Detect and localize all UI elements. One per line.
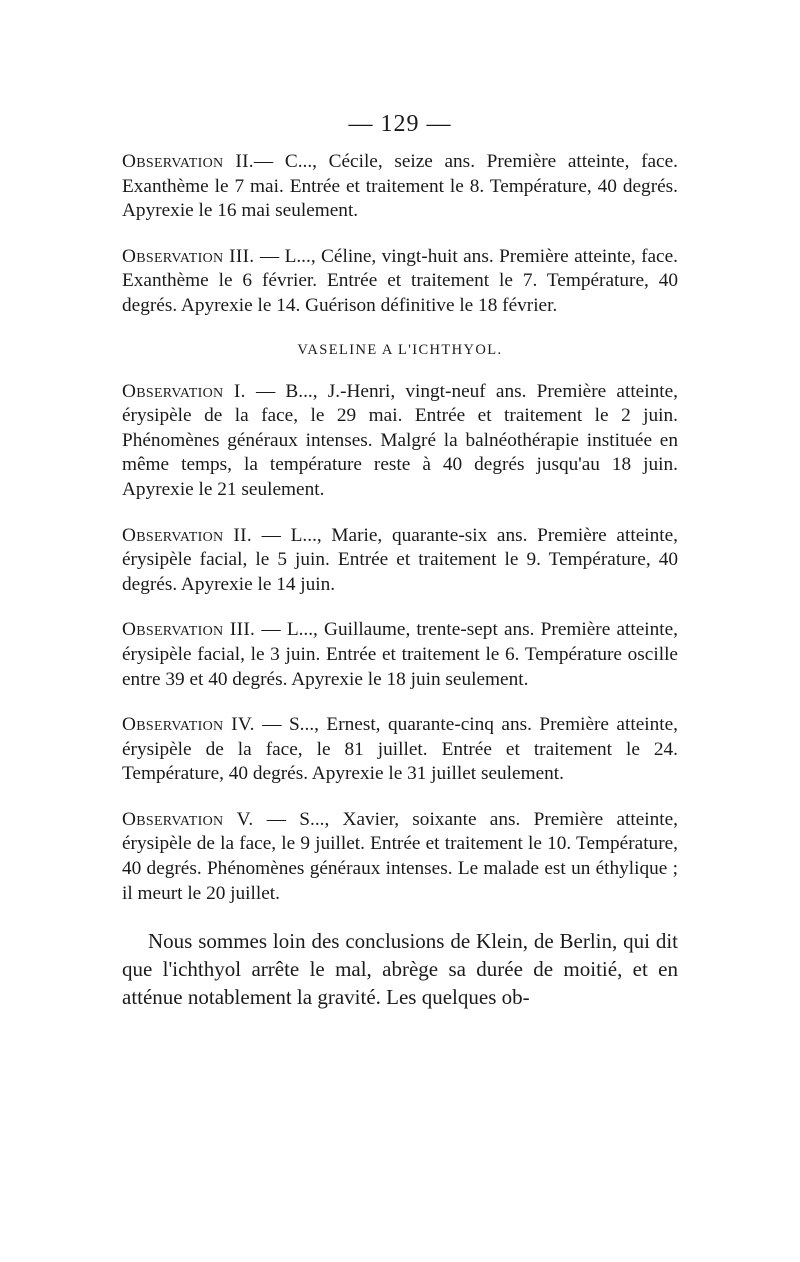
observation-paragraph (122, 808, 678, 906)
observation-label: Observation II. (122, 524, 252, 546)
observation-text: — S..., Xavier, soixante ans. Première atteinte, érysipèle de la face, le 9 juillet. Entrée et traitement le 10. Température, 40 degrés. Phénomènes généraux intenses. Le malade est un éthylique ; il meurt le 20 juillet. (122, 808, 679, 904)
page-number: — 129 — (348, 111, 452, 137)
observation-paragraph (122, 618, 678, 692)
observation-label: Observation III. (122, 619, 256, 641)
observation-label: Observation III. (122, 245, 255, 267)
observation-label: Observation II. (122, 151, 254, 172)
observation-text: — L..., Marie, quarante-six ans. Première atteinte, érysipèle facial, le 5 juin. Entrée et traitement le 9. Température, 40 degrés. Apyrexie le 14 juin. (122, 524, 678, 595)
observation-text: — B..., J.-Henri, vingt-neuf ans. Première atteinte, érysipèle de la face, le 29 mai. Entrée et traitement le 2 juin. Phénomènes généraux intenses. Malgré la balnéothérapie instituée en même temps, la température reste à 40 degrés jusqu'au 18 juin. Apyrexie le 21 seulement. (122, 380, 678, 500)
observation-paragraph (122, 524, 678, 598)
conclusion-paragraph: Nous sommes loin des conclusions de Klein, de Berlin, qui dit que l'ichthyol arrête le mal, abrège sa durée de moitié, et en atténue notablement la gravité. Les quelques ob- (122, 929, 678, 1010)
observation-paragraph (122, 245, 678, 319)
observation-text: — L..., Guillaume, trente-sept ans. Première atteinte, érysipèle facial, le 3 juin. Entrée et traitement le 6. Température oscille entre 39 et 40 degrés. Apyrexie le 18 juin seulement. (122, 619, 679, 690)
book-page (122, 108, 678, 1011)
observation-text: — S..., Ernest, quarante-cinq ans. Première atteinte, érysipèle de la face, le 81 juillet. Entrée et traitement le 24. Température, 40 degrés. Apyrexie le 31 juillet seulement. (122, 714, 678, 785)
observation-label: Observation IV. (122, 714, 255, 736)
observation-paragraph (122, 380, 678, 503)
observation-paragraph (122, 150, 678, 224)
observation-label: Observation V. (122, 808, 254, 830)
observation-text: — L..., Céline, vingt-huit ans. Première atteinte, face. Exanthème le 6 février. Entrée et traitement le 7. Température, 40 degrés. Apyrexie le 14. Guérison définitive le 18 février. (122, 245, 678, 316)
observation-paragraph (122, 713, 678, 787)
observation-text: — C..., Cécile, seize ans. Première atteinte, face. Exanthème le 7 mai. Entrée et traitement le 8. Température, 40 degrés. Apyrexie le 16 mai seulement. (122, 151, 678, 222)
section-heading: VASELINE A L'ICHTHYOL. (297, 341, 503, 358)
observation-label: Observation I. (122, 380, 246, 402)
